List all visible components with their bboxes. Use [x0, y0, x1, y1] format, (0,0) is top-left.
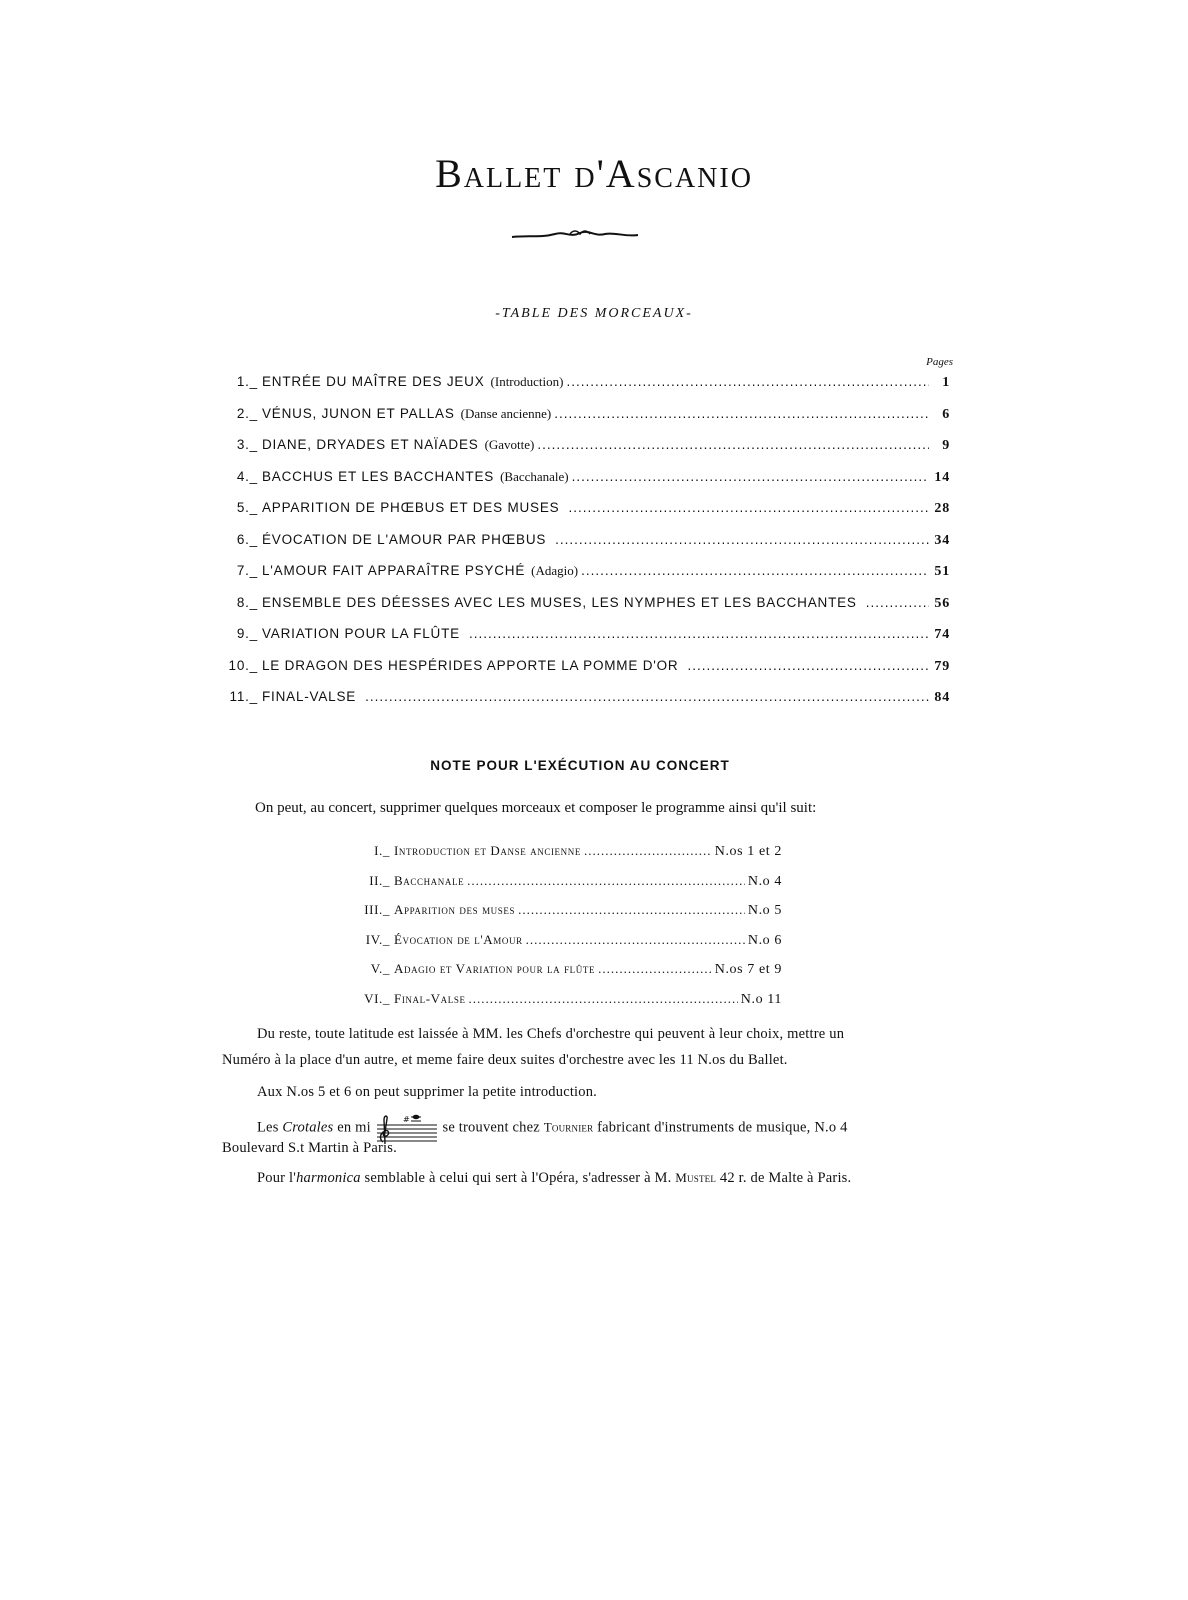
- program-row: [342, 991, 782, 1021]
- toc-number: 7._: [236, 563, 258, 578]
- maker-name-tournier: Tournier: [543, 1119, 594, 1135]
- program-number: VI._: [364, 990, 390, 1006]
- pages-column-header: Pages: [926, 356, 953, 368]
- toc-page-number: 56: [934, 595, 950, 611]
- program-row: [342, 873, 782, 903]
- toc-row: [205, 406, 950, 438]
- dot-leader: [526, 932, 745, 948]
- program-row: [342, 843, 782, 873]
- toc-subtitle: (Bacchanale): [500, 468, 569, 484]
- toc-row: [205, 658, 950, 690]
- toc-title: L'AMOUR FAIT APPARAÎTRE PSYCHÉ: [262, 563, 526, 578]
- toc-page-number: 84: [934, 690, 950, 705]
- svg-text:#: #: [402, 1115, 410, 1124]
- toc-title: ÉVOCATION DE L'AMOUR PAR PHŒBUS: [262, 531, 547, 547]
- harmonica-text-mid: semblable à celui qui sert à l'Opéra, s'adresser à M.: [364, 1170, 672, 1186]
- toc-page-number: 9: [942, 438, 950, 453]
- maker-name-mustel: Mustel: [675, 1170, 717, 1185]
- program-title: Adagio et Variation pour la flûte: [394, 961, 596, 976]
- program-reference: N.o 11: [740, 991, 782, 1007]
- paragraph-introduction-note: Aux N.os 5 et 6 on peut supprimer la petite introduction.: [257, 1084, 598, 1100]
- dot-leader: [555, 532, 929, 547]
- program-title: Évocation de l'Amour: [394, 931, 523, 947]
- toc-row: [205, 689, 950, 721]
- crotales-text-mid: en mi: [337, 1119, 371, 1136]
- paragraph-latitude-line1: Du reste, toute latitude est laissée à MM. les Chefs d'orchestre qui peuvent à leur choix, mettre un: [257, 1026, 845, 1042]
- program-reference: N.os 7 et 9: [714, 962, 782, 977]
- toc-number: 2._: [236, 405, 258, 421]
- paragraph-crotales-line2: Boulevard S.t Martin à Paris.: [222, 1140, 397, 1156]
- toc-subtitle: (Adagio): [531, 563, 579, 578]
- program-reference: N.o 5: [747, 903, 782, 918]
- toc-title: ENTRÉE DU MAÎTRE DES JEUX: [262, 374, 485, 389]
- ornament-flourish: [510, 226, 640, 242]
- dot-leader: [568, 500, 929, 515]
- toc-subtitle: (Danse ancienne): [460, 405, 552, 421]
- program-reference: N.o 6: [747, 932, 782, 948]
- crotales-text-pre: Les: [257, 1119, 279, 1136]
- dot-leader: [866, 595, 929, 610]
- toc-title: VARIATION POUR LA FLÛTE: [262, 626, 460, 641]
- program-row: [342, 902, 782, 932]
- toc-row: [205, 500, 950, 532]
- toc-title: LE DRAGON DES HESPÉRIDES APPORTE LA POMME D'OR: [262, 657, 679, 673]
- program-number: I._: [374, 843, 390, 858]
- program-number: II._: [369, 872, 390, 888]
- toc-page-number: 74: [934, 627, 950, 642]
- toc-subtitle: (Gavotte): [484, 437, 535, 452]
- program-title: Apparition des muses: [394, 902, 516, 917]
- dot-leader: [687, 658, 929, 673]
- concert-program: [342, 843, 782, 1020]
- toc-title: BACCHUS ET LES BACCHANTES: [262, 468, 495, 484]
- table-of-contents: [205, 374, 950, 721]
- program-number: IV._: [365, 931, 390, 947]
- dot-leader: [584, 843, 712, 859]
- dot-leader: [365, 689, 929, 704]
- toc-row: [205, 595, 950, 627]
- toc-page-number: 34: [934, 532, 950, 548]
- toc-row: [205, 532, 950, 564]
- program-number: III._: [364, 902, 390, 917]
- toc-title: APPARITION DE PHŒBUS ET DES MUSES: [262, 500, 560, 515]
- toc-row: [205, 437, 950, 469]
- dot-leader: [518, 902, 745, 918]
- program-row: [342, 932, 782, 962]
- toc-number: 3._: [236, 437, 258, 452]
- dot-leader: [469, 626, 929, 641]
- toc-number: 6._: [236, 531, 258, 547]
- toc-title: DIANE, DRYADES ET NAÏADES: [262, 437, 479, 452]
- toc-page-number: 51: [934, 564, 950, 579]
- toc-row: [205, 563, 950, 595]
- program-row: [342, 961, 782, 991]
- toc-page-number: 6: [942, 406, 950, 422]
- harmonica-text-post: 42 r. de Malte à Paris.: [719, 1170, 852, 1186]
- program-title: Final-Valse: [394, 990, 466, 1006]
- harmonica-term: harmonica: [296, 1170, 361, 1186]
- toc-number: 11._: [229, 689, 258, 704]
- program-title: Bacchanale: [394, 872, 465, 888]
- program-number: V._: [370, 961, 390, 976]
- dot-leader: [537, 437, 929, 452]
- toc-page-number: 28: [934, 501, 950, 516]
- toc-page-number: 1: [942, 375, 950, 390]
- dot-leader: [572, 469, 929, 484]
- paragraph-crotales: [257, 1113, 848, 1143]
- toc-subtitle: (Introduction): [490, 374, 564, 389]
- toc-page-number: 14: [934, 469, 950, 485]
- toc-number: 1._: [236, 374, 258, 389]
- toc-number: 5._: [236, 500, 258, 515]
- dot-leader: [581, 563, 929, 578]
- toc-number: 4._: [236, 468, 258, 484]
- toc-number: 10._: [228, 657, 258, 673]
- toc-number: 9._: [236, 626, 258, 641]
- crotales-term: Crotales: [282, 1119, 334, 1136]
- dot-leader: [566, 374, 929, 389]
- page-title: Ballet d'Ascanio: [435, 151, 753, 196]
- paragraph-harmonica: [257, 1170, 851, 1187]
- toc-page-number: 79: [934, 658, 950, 674]
- crotales-text-post: se trouvent chez: [442, 1119, 540, 1136]
- program-title: Introduction et Danse ancienne: [394, 843, 581, 858]
- dot-leader: [467, 873, 745, 889]
- crotales-text-post2: fabricant d'instruments de musique, N.o 4: [597, 1119, 848, 1136]
- toc-number: 8._: [236, 594, 258, 610]
- dot-leader: [598, 961, 712, 977]
- toc-row: [205, 469, 950, 501]
- table-subtitle: -TABLE DES MORCEAUX-: [495, 306, 693, 321]
- concert-note-heading: NOTE POUR L'EXÉCUTION AU CONCERT: [430, 758, 730, 773]
- toc-title: VÉNUS, JUNON ET PALLAS: [262, 405, 455, 421]
- program-reference: N.o 4: [747, 873, 782, 889]
- dot-leader: [469, 991, 738, 1007]
- harmonica-text-pre: Pour l': [257, 1170, 297, 1186]
- toc-title: ENSEMBLE DES DÉESSES AVEC LES MUSES, LES NYMPHES ET LES BACCHANTES: [262, 594, 857, 610]
- toc-title: FINAL-VALSE: [262, 689, 357, 704]
- musical-notation-icon: [375, 1113, 439, 1143]
- paragraph-latitude-line2: Numéro à la place d'un autre, et meme faire deux suites d'orchestre avec les 11 N.os du Ballet.: [222, 1052, 788, 1068]
- dot-leader: [554, 406, 929, 421]
- toc-row: [205, 374, 950, 406]
- concert-note-intro: On peut, au concert, supprimer quelques morceaux et composer le programme ainsi qu'il suit:: [255, 800, 817, 816]
- program-reference: N.os 1 et 2: [714, 844, 782, 859]
- toc-row: [205, 626, 950, 658]
